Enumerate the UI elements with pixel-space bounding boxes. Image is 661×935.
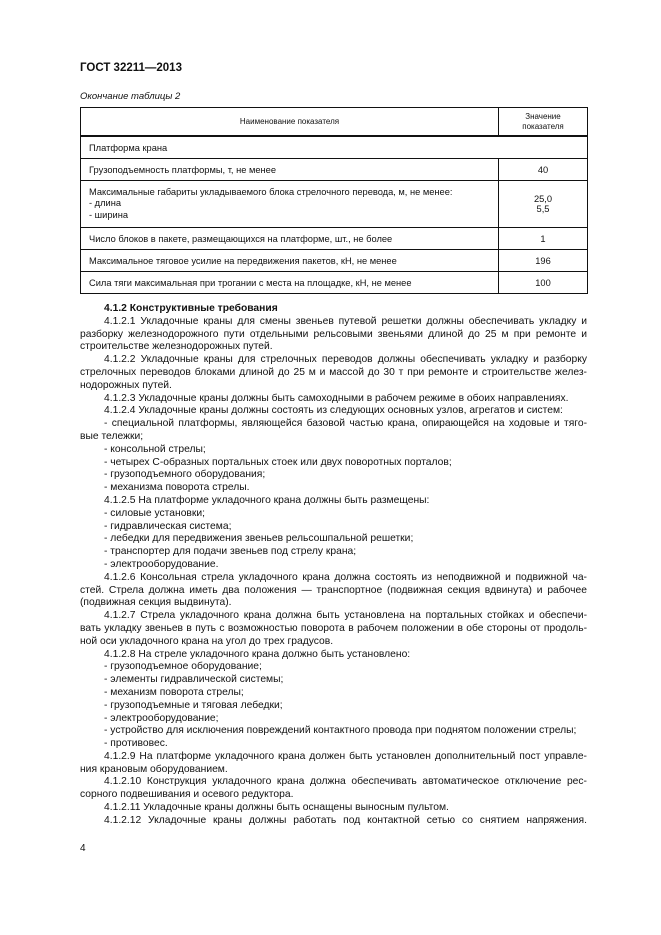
text-line: стрелочных переводов блоками длиной до 25 м и массой до 30 т при ремонте и строительстве желез-: [80, 366, 587, 378]
parameter-value-line: 196: [535, 255, 551, 266]
paragraph: [80, 725, 587, 738]
parameter-value: [499, 159, 588, 181]
table-section-row: [81, 136, 588, 159]
text-line: ной оси укладочного крана на угол до трех градусов.: [80, 635, 334, 647]
paragraph: [80, 444, 587, 457]
text-line: (подвижная секция выдвинута).: [80, 597, 232, 609]
text-line: - электрооборудование.: [104, 558, 219, 570]
text-line: - механизма поворота стрелы.: [104, 482, 250, 494]
parameter-name-line: Грузоподъемность платформы, т, не менее: [89, 164, 277, 175]
text-line: 4.1.2.3 Укладочные краны должны быть самоходными в рабочем режиме в обоих направлениях.: [104, 392, 569, 404]
parameter-name-line: Максимальные габариты укладываемого блока стрелочного перевода, м, не менее:: [89, 186, 453, 197]
text-line: - механизм поворота стрелы;: [104, 686, 244, 698]
paragraph: [80, 687, 587, 700]
paragraph: [80, 405, 587, 418]
paragraph: [80, 649, 587, 662]
parameter-name: [81, 228, 499, 250]
parameter-value-line: 5,5: [536, 204, 550, 214]
parameter-name: [81, 159, 499, 181]
text-line: - противовес.: [104, 738, 168, 750]
text-line: - четырех С-образных портальных стоек или двух поворотных порталов;: [104, 456, 452, 468]
text-line: 4.1.2.12 Укладочные краны должны работать под контактной сетью со снятием напряжения.: [104, 814, 587, 826]
paragraph: [80, 469, 587, 482]
parameter-value: [499, 272, 588, 294]
text-line: - транспортер для подачи звеньев под стрелу крана;: [104, 546, 357, 558]
parameters-table: [80, 107, 588, 294]
paragraph: [80, 661, 587, 674]
paragraph: [80, 495, 587, 508]
text-line: - элементы гидравлической системы;: [104, 674, 284, 686]
paragraph: [80, 482, 587, 495]
text-line: 4.1.2.10 Конструкция укладочного крана должна обеспечивать автоматическое отключение рес-: [104, 776, 587, 788]
column-header-name: Наименование показателя: [81, 108, 499, 137]
text-line: 4.1.2.6 Консольная стрела укладочного крана должна состоять из неподвижной и подвижной ча-: [104, 571, 587, 583]
table-header-row: [81, 108, 588, 137]
text-line: 4.1.2.1 Укладочные краны для смены звеньев путевой решетки должны обеспечивать укладку и: [104, 315, 587, 327]
parameter-name-line: Максимальное тяговое усилие на передвижения пакетов, кН, не менее: [89, 255, 397, 266]
text-line: - грузоподъемные и тяговая лебедки;: [104, 699, 283, 711]
parameter-name: [81, 250, 499, 272]
paragraph: [80, 316, 587, 354]
paragraph: [80, 700, 587, 713]
parameter-name-line: - ширина: [89, 209, 128, 220]
text-line: 4.1.2.8 На стреле укладочного крана должно быть установлено:: [104, 648, 411, 660]
text-line: - электрооборудование;: [104, 712, 219, 724]
text-line: - специальной платформы, являющейся базовой частью крана, опирающейся на ходовые и тяго-: [104, 418, 587, 430]
paragraph: [80, 354, 587, 392]
text-line: - силовые установки;: [104, 507, 206, 519]
parameter-value-line: 100: [535, 277, 551, 288]
column-header-value: Значение показателя: [499, 108, 588, 137]
paragraph: [80, 738, 587, 751]
document-body: [80, 303, 587, 828]
paragraph: [80, 751, 587, 777]
text-line: - консольной стрелы;: [104, 443, 206, 455]
paragraph: [80, 610, 587, 648]
table-row: [81, 181, 588, 228]
parameter-value-line: 1: [540, 233, 546, 244]
text-line: разборку железнодорожного пути отдельными рельсовыми звеньями длиной до 25 м при ремонте и: [80, 328, 587, 340]
paragraph: [80, 546, 587, 559]
parameter-name: [81, 272, 499, 294]
section-heading: 4.1.2 Конструктивные требования: [104, 303, 278, 314]
table-caption: Окончание таблицы 2: [80, 91, 181, 102]
table-row: [81, 272, 588, 294]
paragraph: [80, 776, 587, 802]
paragraph: [80, 713, 587, 726]
page-number: 4: [80, 843, 86, 854]
paragraph: [80, 802, 587, 815]
paragraph: [80, 533, 587, 546]
paragraph: [80, 521, 587, 534]
parameter-value: [499, 250, 588, 272]
paragraph: [80, 457, 587, 470]
table-row: [81, 228, 588, 250]
text-line: сорного подвешивания и осевого редуктора.: [80, 789, 294, 801]
parameter-name-line: - длина: [89, 198, 122, 209]
text-line: 4.1.2.11 Укладочные краны должны быть оснащены выносным пультом.: [104, 802, 449, 814]
paragraph: [80, 815, 587, 828]
paragraph: [80, 418, 587, 444]
text-line: - устройство для исключения повреждений контактного провода при поднятом положении стрелы;: [104, 725, 577, 737]
paragraph: [80, 393, 587, 406]
paragraph: [80, 674, 587, 687]
parameter-name: [81, 181, 499, 228]
text-line: 4.1.2.9 На платформе укладочного крана должен быть установлен дополнительный пост управле-: [104, 750, 587, 762]
paragraph: [80, 559, 587, 572]
text-line: 4.1.2.2 Укладочные краны для стрелочных переводов должны обеспечивать укладку и разборку: [104, 354, 587, 366]
parameter-name-line: Сила тяги максимальная при трогании с места на площадке, кН, не менее: [89, 277, 412, 288]
parameter-value: [499, 181, 588, 228]
text-line: 4.1.2.7 Стрела укладочного крана должна быть установлена на портальных стойках и обеспечи-: [104, 610, 587, 622]
text-line: строительстве железнодорожных путей.: [80, 341, 273, 353]
paragraph: [80, 572, 587, 610]
text-line: - грузоподъемного оборудования;: [104, 469, 266, 481]
text-line: - гидравлическая система;: [104, 520, 232, 532]
text-line: 4.1.2.4 Укладочные краны должны состоять из следующих основных узлов, агрегатов и систем:: [104, 405, 563, 417]
section-label: Платформа крана: [81, 136, 588, 159]
text-line: - грузоподъемное оборудование;: [104, 661, 262, 673]
parameter-value-line: 40: [537, 164, 549, 175]
text-line: стей. Стрела должна иметь два положения — транспортное (подвижная секция вдвинута) и рабочее: [80, 584, 587, 596]
text-line: - лебедки для передвижения звеньев рельсошпальной решетки;: [104, 533, 414, 545]
parameter-value: [499, 228, 588, 250]
table-row: [81, 250, 588, 272]
table-row: [81, 159, 588, 181]
text-line: вать укладку звеньев в путь с возможностью поворота в рабочем положении в обе стороны от продоль-: [80, 622, 587, 634]
parameter-name-line: Число блоков в пакете, размещающихся на платформе, шт., не более: [89, 233, 393, 244]
text-line: вые тележки;: [80, 430, 144, 442]
parameter-value-line: 25,0: [533, 194, 553, 204]
paragraph: [80, 508, 587, 521]
document-code: ГОСТ 32211—2013: [80, 62, 182, 74]
text-line: ния крановым оборудованием.: [80, 763, 228, 775]
text-line: 4.1.2.5 На платформе укладочного крана должны быть размещены:: [104, 494, 430, 506]
text-line: нодорожных путей.: [80, 379, 172, 391]
